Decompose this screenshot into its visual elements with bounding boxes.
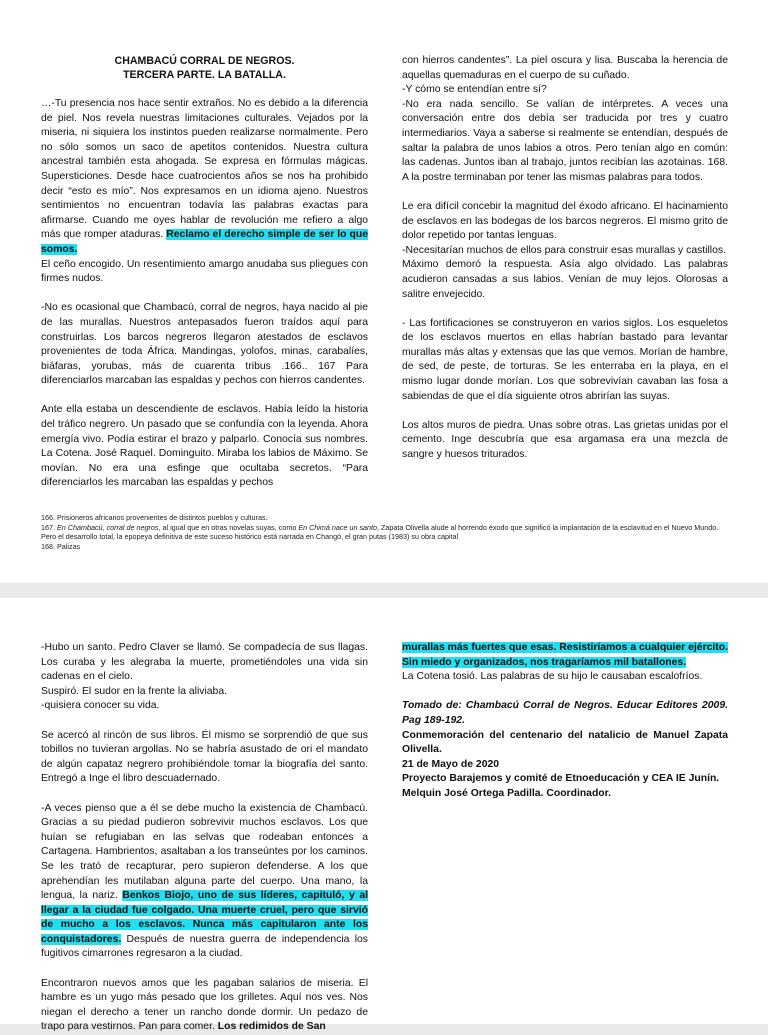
paragraph: …-Tu presencia nos hace sentir extraños. No es debido a la diferencia de piel. Nos revela nuestras limitaciones culturales. Vejados por la miseria, ni siquiera los instintos pueden realizarse normalmente. Pero no sólo somos un saco de apetitos contenidos. Nuestra cultura ancestral también esta ahogada. Se expresa en fórmulas mágicas. Supersticiones. Desde hace cuatrocientos años se nos ha prohibido decir “esto es mío”. Nos expresamos en un idioma ajeno. Nuestros sentimientos no encuentran todavía las palabras exactas para afirmarse. Cuando me oyes hablar de revolución me refiero a algo más que romper ataduras. Reclamo el derecho simple de ser lo que somos. xyxy=(41,98,368,255)
footnote-167: 167. En Chambacú, corral de negros, al igual que en otras novelas suyas, como En Chimá nace un santo, Zapata Olivella alude al horrendo éxodo que significó la implantación de la esclavitud en el Nuevo Mundo. Pero el desarrollo total, la epopeya definitiva de este suceso histórico está narrada en Changó, el gran putas (1983) su obra capital xyxy=(41,522,719,542)
credit-project: Proyecto Barajemos y comité de Etnoeducación y CEA IE Junín. xyxy=(402,773,720,785)
paragraph: Máximo demoró la respuesta. Asía algo olvidado. Las palabras acudieron cansadas a sus labios. Venían de muy lejos. Olorosas a salitre envejecido. xyxy=(402,259,728,300)
paragraph: Encontraron nuevos amos que les pagaban salarios de miseria. El hambre es un yugo más pesado que los grilletes. Aquí nos ves. Nos niegan el derecho a tener un rancho donde dormir. Un pedazo de trapo para vestirnos. Pan para comer. Los redimidos de San xyxy=(41,977,368,1033)
credit-date: 21 de Mayo de 2020 xyxy=(402,758,500,770)
credit-coordinator: Melquin José Ortega Padilla. Coordinador. xyxy=(402,787,612,799)
paragraph: -Hubo un santo. Pedro Claver se llamó. Se compadecía de sus llagas. Los curaba y les alegraba la muerte, prometiéndoles una vida sin cadenas en el cielo. xyxy=(41,642,368,683)
footnote-166: 166. Prisioneros africanos provenientes de distintos pueblos y culturas. xyxy=(41,513,268,522)
paragraph: Ante ella estaba un descendiente de esclavos. Había leído la historia del tráfico negrero. Un pasado que se confundía con la leyenda. Ahora emergía vivo. Podía estirar el brazo y palparlo. Conocía sus nombres. La Cotena. José Raquel. Dominguito. Miraba los labios de Máximo. Se movían. No era una esfinge que ocultaba secretos. “Para diferenciarlos les marcaban las espaldas y pechos xyxy=(41,404,368,489)
chapter-subtitle: TERCERA PARTE. LA BATALLA. xyxy=(123,69,286,81)
paragraph: -No es ocasional que Chambacú, corral de negros, haya nacido al pie de las murallas. Nuestros antepasados fueron traídos aquí para construirlas. Los barcos negreros llegaron atestados de esclavos provenientes de toda África. Mandingas, yolofos, minas, carabalíes, biáfaras, yorubas, más de cuarenta tribus .166.. 167 Para diferenciarlos marcaban las espaldas y pechos con hierros candentes. xyxy=(41,302,368,387)
paragraph: -No era nada sencillo. Se valían de intérpretes. A veces una conversación entre dos debía ser traducida por tres y cuatro intermediarios. Vaya a saberse si realmente se entendían, después de saltar la palabra de unos labios a otros. Pero tenían algo en común: las cadenas. Juntos iban al trabajo, juntos recibían las azotainas. 168. A la postre terminaban por tener las mismas palabras para todos. xyxy=(402,98,728,183)
paragraph: Se acercó al rincón de sus libros. Él mismo se sorprendió de que sus tobillos no tuvieran argollas. No se habría asustado de ori el mandato de algún capataz negrero prohibiéndole tomar la biografía del santo. Entregó a Inge el libro descuadernado. xyxy=(41,729,368,785)
right-column xyxy=(402,641,728,802)
paragraph: - Las fortificaciones se construyeron en varios siglos. Los esqueletos de los esclavos muertos en ellas habrían bastado para levantar murallas más altas y extensas que las que vemos. Morían de hambre, de sed, de peste, de torturas. Se les enterraba en la playa, en el mismo lugar donde morían. Los que sobrevivían cavaban las fosa a sabiendas de que el día siguiente otros abrirían las suyas. xyxy=(402,317,728,402)
chapter-title: CHAMBACÚ CORRAL DE NEGROS. xyxy=(114,55,295,67)
paragraph xyxy=(402,641,728,670)
paragraph: Los altos muros de piedra. Unas sobre otras. Las grietas unidas por el cemento. Inge descubría que esa argamasa era una mezcla de sangre y huesos triturados. xyxy=(402,419,728,461)
paragraph: Le era difícil concebir la magnitud del éxodo africano. El hacinamiento de esclavos en las bodegas de los barcos negreros. El mismo grito de dolor repetido por tantas lenguas. xyxy=(402,200,728,242)
paragraph: La Cotena tosió. Las palabras de su hijo le causaban escalofríos. xyxy=(402,671,703,683)
credit-commemoration: Conmemoración del centenario del natalicio de Manuel Zapata Olivella. xyxy=(402,729,728,756)
paragraph: El ceño encogido. Un resentimiento amargo anudaba sus pliegues con firmes nudos. xyxy=(41,258,368,285)
footnote-168: 168. Palizas xyxy=(41,541,81,551)
paragraph: -A veces pienso que a él se debe mucho la existencia de Chambacú. Gracias a su piedad pudieron sobrevivir muchos esclavos. Los que huían se refugiaban en las selvas que rodeaban entonces a Cartagena. Hambrientos, asaltaban a los transeúntes por los caminos. Se les trató de recapturar, pero supieron defenderse. A los que aprehendían les mutilaban alguna parte del cuerpo. Una mano, la lengua, la nariz. Benkos Biojo, uno de sus líderes, capituló, y al llegar a la ciudad fue colgado. Una muerte cruel, pero que sirvió de mucho a los esclavos. Nunca más capitularon ante los conquistadores. Después de nuestra guerra de independencia los fugitivos cimarrones regresaron a la ciudad. xyxy=(41,802,368,960)
highlighted-text: Benkos Biojo, uno de sus líderes, capituló, y al llegar a la ciudad fue colgado. Una muerte cruel, pero que sirvió de mucho a los esclavos. Nunca más capitularon ante los conquistadores. xyxy=(41,890,368,945)
paragraph: -Necesitarían muchos de ellos para construir esas murallas y castillos. xyxy=(402,244,726,256)
document-page-2 xyxy=(0,598,768,1033)
paragraph: Suspiró. El sudor en la frente la aliviaba. xyxy=(41,685,227,697)
highlighted-text: Reclamo el derecho simple de ser lo que somos. xyxy=(41,229,368,255)
paragraph: -Y cómo se entendían entre sí? xyxy=(402,84,547,96)
bold-text: Los redimidos de San xyxy=(217,1021,326,1033)
right-column xyxy=(402,54,728,463)
credit-source: Tomado de: Chambacú Corral de Negros. Educar Editores 2009. Pag 189-192. xyxy=(402,700,728,726)
highlighted-text: murallas más fuertes que esas. Resistiríamos a cualquier ejército. Sin miedo y organizados, nos tragaríamos mil batallones. xyxy=(402,642,728,668)
paragraph: -quisiera conocer su vida. xyxy=(41,700,160,712)
left-column xyxy=(41,54,368,491)
paragraph: con hierros candentes”. La piel oscura y lisa. Buscaba la herencia de aquellas quemaduras en el cuerpo de su cuñado. xyxy=(402,55,728,81)
left-column xyxy=(41,641,368,1035)
footnotes xyxy=(41,513,731,551)
